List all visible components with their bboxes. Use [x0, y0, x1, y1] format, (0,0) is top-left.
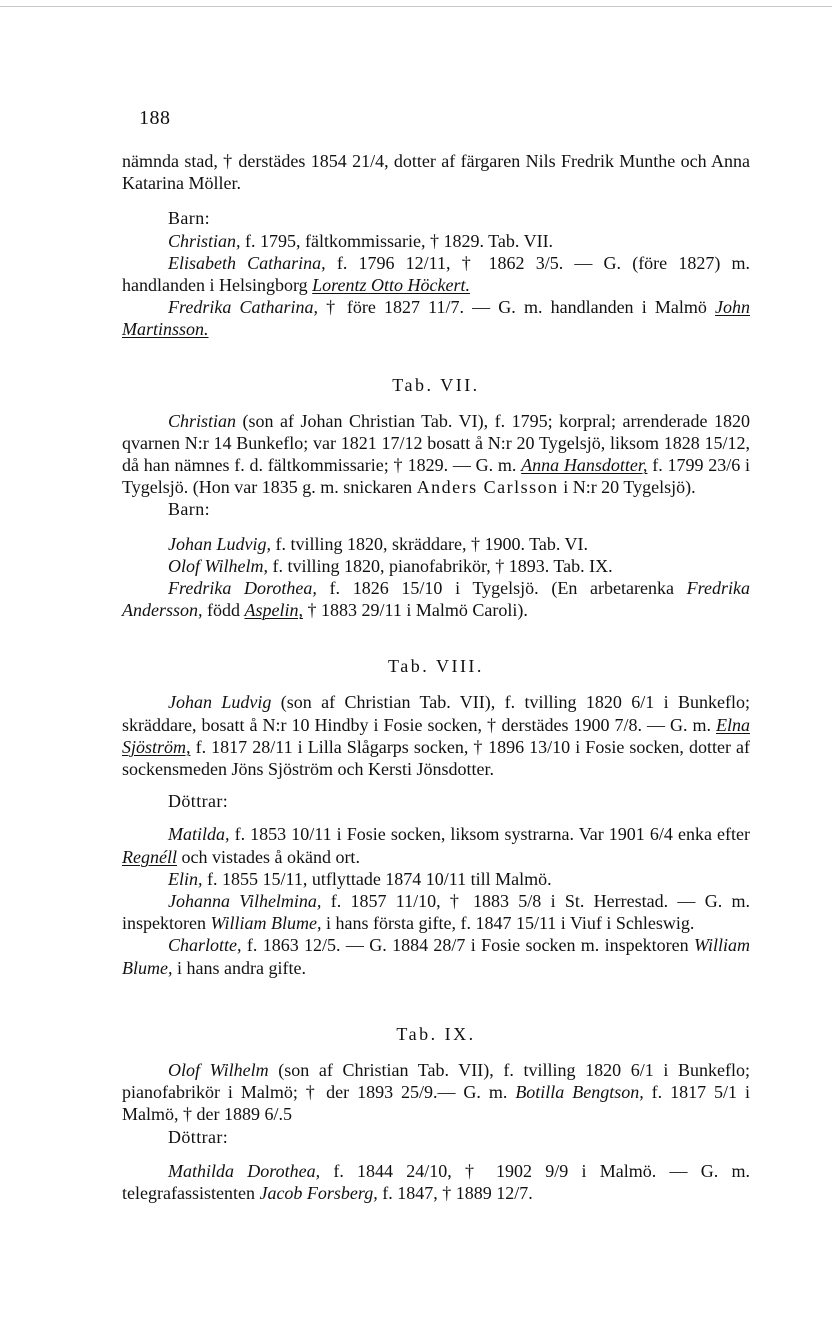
intro-paragraph: nämnda stad, † derstädes 1854 21/4, dotter af färgaren Nils Fredrik Munthe och Anna Katarina Möller.	[122, 151, 750, 194]
child-entry	[122, 934, 750, 978]
child-details: i hans första gifte, f. 1847 15/11 i Viuf i Schleswig.	[321, 913, 695, 934]
section-heading-tab-viii: Tab. VIII.	[388, 656, 484, 677]
spaced-name: Anders Carlsson	[416, 477, 559, 498]
page-content	[122, 150, 750, 1204]
person-name: Johan Ludvig	[168, 692, 272, 713]
child-details: † 1883 29/11 i Malmö Caroli).	[303, 600, 528, 621]
child-name: Fredrika Catharina,	[168, 297, 318, 318]
children-heading: Barn:	[168, 499, 210, 520]
child-name: Olof Wilhelm,	[168, 555, 268, 576]
related-name: Regnéll	[122, 846, 177, 867]
child-details: och vistades å okänd ort.	[176, 846, 360, 867]
child-entry	[122, 296, 750, 340]
spouse-name: Botilla Bengtson,	[515, 1082, 644, 1103]
top-border-line	[0, 6, 832, 7]
child-details: f. 1857 11/10, † 1883 5/8 i St. Herrestad. — G. m. inspektoren	[122, 891, 750, 934]
entry-text: (son af Christian Tab. VII), f. tvilling 1820 6/1 i Bunkeflo; skräddare, bosatt å N:r 10 Hindby i Fosie socken, † derstädes 1900 7/8. — G. m.	[122, 692, 751, 735]
tab9-main-entry	[122, 1059, 750, 1126]
spouse-name: Lorentz Otto Höckert.	[312, 275, 470, 296]
entry-text: (son af Johan Christian Tab. VI), f. 1795; korpral; arrenderade 1820 qvarnen N:r 14 Bunkeflo; var 1821 17/12 bosatt å N:r 20 Tygelsjö, liksom 1828 15/12, då han nämnes f. d. fältkommissarie; † 1829. — G. m.	[122, 410, 750, 476]
child-entry	[122, 890, 750, 934]
child-name: Charlotte,	[168, 935, 242, 956]
tab7-main-entry	[122, 410, 750, 499]
child-details: i hans andra gifte.	[172, 957, 306, 978]
child-details: f. 1853 10/11 i Fosie socken, liksom systrarna. Var 1901 6/4 enka efter	[229, 824, 750, 845]
child-details: f. 1826 15/10 i Tygelsjö. (En arbetarenka	[316, 578, 687, 599]
child-details: f. 1796 12/11, † 1862 3/5. — G. (före 1827) m. handlanden i Helsingborg	[122, 252, 751, 296]
child-entry	[122, 555, 750, 577]
child-entry	[122, 823, 750, 867]
child-details: f. 1795, fältkommissarie, † 1829. Tab. VII.	[240, 230, 554, 251]
daughters-heading: Döttrar:	[168, 1126, 229, 1147]
child-entry	[122, 230, 750, 252]
related-name: Jacob Forsberg,	[259, 1182, 378, 1203]
page-number: 188	[139, 107, 171, 129]
child-name: Christian,	[168, 230, 241, 251]
child-details: † före 1827 11/7. — G. m. handlanden i Malmö	[317, 297, 715, 318]
entry-text: (son af Christian Tab. VII), f. tvilling 1820 6/1 i Bunkeflo; pianofabrikör i Malmö; † der 1893 25/9.— G. m.	[122, 1059, 751, 1103]
child-name: Elisabeth Catharina,	[168, 252, 326, 273]
child-entry	[122, 868, 750, 890]
related-name: William Blume,	[122, 935, 750, 978]
child-details: f. 1863 12/5. — G. 1884 28/7 i Fosie socken m. inspektoren	[241, 935, 694, 956]
child-details: f. tvilling 1820, skräddare, † 1900. Tab. VI.	[271, 533, 589, 554]
child-entry	[122, 1160, 750, 1204]
spouse-name: Elna Sjöström,	[122, 714, 750, 757]
spouse-name: John Martinsson.	[122, 297, 750, 340]
section-heading-tab-ix: Tab. IX.	[396, 1023, 476, 1044]
child-name: Elin,	[168, 868, 203, 889]
entry-text: i N:r 20 Tygelsjö).	[558, 477, 696, 498]
entry-text: f. 1817 28/11 i Lilla Slågarps socken, † 1896 13/10 i Fosie socken, dotter af sockensmeden Jöns Sjöström och Kersti Jönsdotter.	[122, 736, 750, 780]
child-name: Johanna Vilhelmina,	[168, 891, 322, 912]
child-details: f. tvilling 1820, pianofabrikör, † 1893. Tab. IX.	[268, 555, 613, 576]
entry-text: f. 1817 5/1 i Malmö, † der 1889 6/.5	[122, 1082, 750, 1125]
child-name: Mathilda Dorothea,	[168, 1160, 321, 1181]
child-name: Johan Ludvig,	[168, 533, 271, 554]
related-name: William Blume,	[210, 913, 322, 934]
child-details: född	[202, 600, 245, 621]
child-name: Fredrika Dorothea,	[168, 578, 317, 599]
child-details: f. 1847, † 1889 12/7.	[377, 1182, 533, 1203]
related-name: Aspelin,	[244, 600, 303, 621]
child-entry	[122, 533, 750, 555]
tab8-main-entry	[122, 691, 750, 780]
daughters-heading: Döttrar:	[168, 791, 229, 812]
section-heading-tab-vii: Tab. VII.	[392, 374, 480, 395]
spouse-name: Anna Hansdotter,	[521, 455, 648, 476]
entry-text: f. 1799 23/6 i Tygelsjö. (Hon var 1835 g. m. snickaren	[122, 455, 751, 498]
person-name: Olof Wilhelm	[168, 1059, 269, 1080]
children-heading: Barn:	[168, 208, 210, 229]
child-entry	[122, 252, 750, 296]
child-details: f. 1844 24/10, † 1902 9/9 i Malmö. — G. m. telegrafassistenten	[122, 1160, 750, 1203]
related-name: Fredrika Andersson,	[122, 578, 750, 621]
child-entry	[122, 577, 750, 621]
person-name: Christian	[168, 410, 237, 431]
child-details: f. 1855 15/11, utflyttade 1874 10/11 till Malmö.	[202, 868, 552, 889]
child-name: Matilda,	[168, 824, 230, 845]
